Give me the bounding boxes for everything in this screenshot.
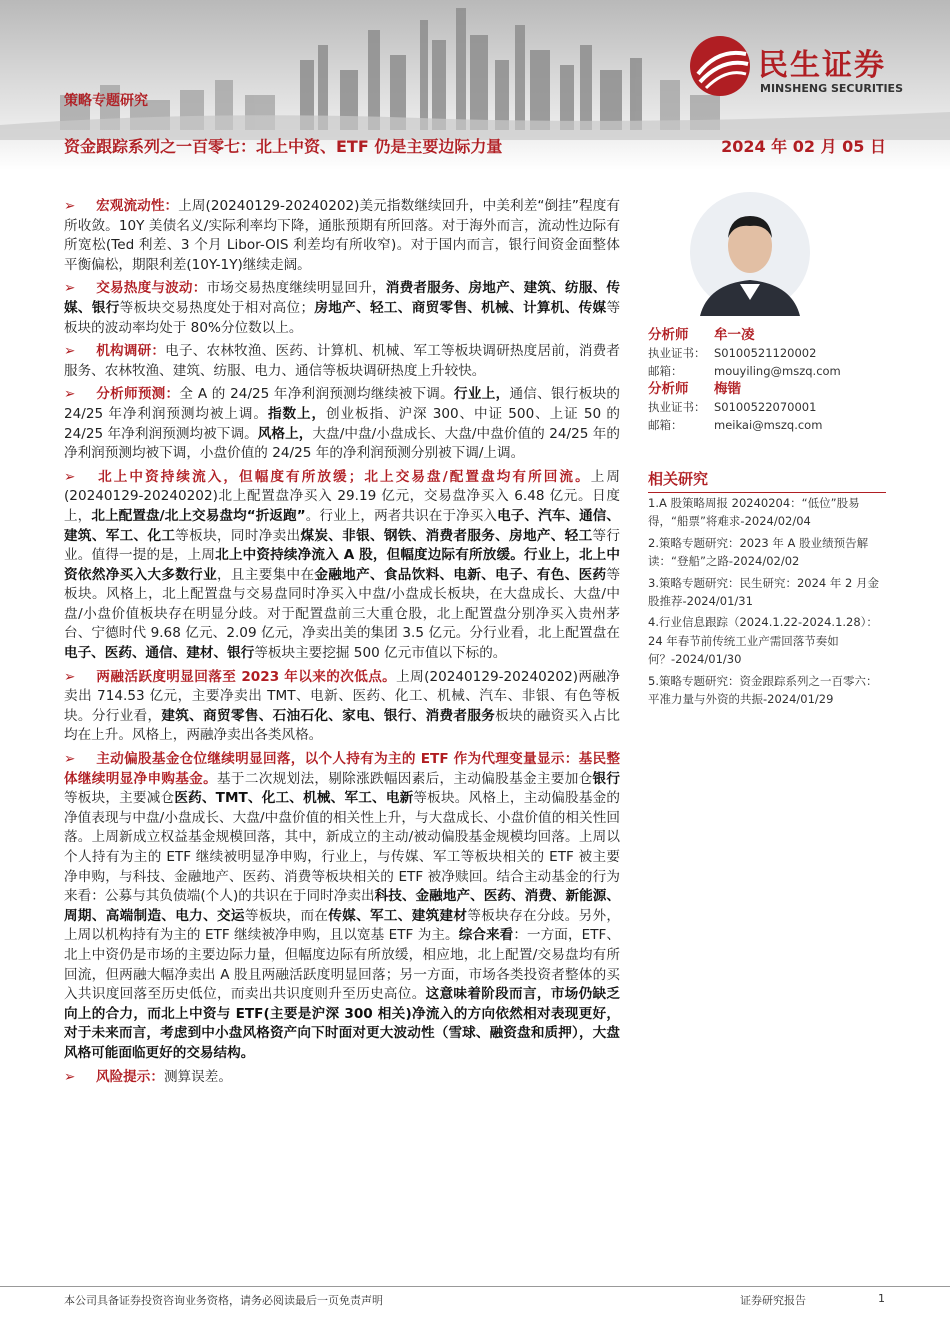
bullet-arrow-icon: ➢ [64,668,76,685]
footer-report-type: 证券研究报告 [740,1294,806,1307]
analyst-role: 分析师 [648,327,689,343]
analyst-cert: S0100522070001 [714,400,817,414]
bullet-arrow-icon: ➢ [64,751,76,768]
logo-text-cn: 民生证券 [758,48,886,83]
section-macro-liquidity: ➢ 宏观流动性：上周(20240129-20240202)美元指数继续回升，中美利差“倒挂”程度有所收敛。10Y 美债名义/实际利率均下降，通胀预期有所回落。对于海外而言，流动性边际有所宽松(Ted 利差、3 个月 Libor-OIS 利差均有所收窄)。对于国内而言，银行间资金面整体平衡偏松，期限利差(10Y-1Y)继续走阔。 [64,198,620,273]
section-northbound: ➢ 北上中资持续流入，但幅度有所放缓；北上交易盘/配置盘均有所回流。上周(20240129-20240202)北上配置盘净买入 29.19 亿元，交易盘净买入 6.48 亿元。日度上，北上配置盘/北上交易盘均“折返跑”。行业上，两者共识在于净买入电子、汽车、通信、建筑、军工、化工等板块，同时净卖出煤炭、非银、钢铁、消费者服务、房地产、轻工等行业。值得一提的是，上周北上中资持续净流入 A 股，但幅度边际有所放缓。行业上，北上中资依然净买入大多数行业，且主要集中在金融地产、食品饮料、电新、电子、有色、医药等板块。风格上，北上配置盘与交易盘同时净买入中盘/小盘成长板块，在大盘成长、大盘/中盘/小盘价值板块存在明显分歧。对于配置盘前三大重仓股，北上配置盘分别净买入贵州茅台、宁德时代 9.68 亿元、2.09 亿元，净卖出美的集团 3.5 亿元。分行业看，北上配置盘在电子、医药、通信、建材、银行等板块主要挖掘 500 亿元市值以下标的。 [64,468,621,662]
analyst-card: 分析师 梅锴 执业证书： S0100522070001 邮箱： meikai@mszq.com [648,381,823,432]
analyst-email[interactable]: meikai@mszq.com [714,418,823,432]
related-research-item[interactable]: 2.策略专题研究：2023 年 A 股业绩预告解读：“登船”之路-2024/02/02 [648,535,869,569]
related-research-item[interactable]: 4.行业信息跟踪（2024.1.22-2024.1.28）：24 年春节前传统工业产需回落节奏如何？-2024/01/30 [648,615,878,667]
footer-divider [0,1286,950,1287]
related-research-item[interactable]: 1.A 股策略周报 20240204：“低位”股易得，“船票”将难求-2024/02/04 [648,496,860,529]
company-logo [688,34,928,98]
section-institution-research: ➢ 机构调研：电子、农林牧渔、医药、计算机、机械、军工等板块调研热度居前，消费者服务、农林牧渔、建筑、纺服、电力、通信等板块调研热度上升较快。 [64,343,621,379]
bullet-arrow-icon: ➢ [64,468,76,485]
related-research-item[interactable]: 3.策略专题研究：民生研究：2024 年 2 月金股推荐-2024/01/31 [648,575,880,609]
analyst-card: 分析师 牟一凌 执业证书： S0100521120002 邮箱： mouyiling@mszq.com [648,327,841,378]
analyst-photo [648,188,886,316]
report-summary [64,197,620,1091]
report-header-banner [0,0,950,170]
analyst-email[interactable]: mouyiling@mszq.com [714,364,841,378]
analyst-name: 牟一凌 [714,327,755,343]
analyst-portrait-image [648,188,886,316]
bullet-arrow-icon: ➢ [64,386,76,403]
bullet-arrow-icon: ➢ [64,280,76,297]
section-risk-warning: ➢ 风险提示：测算误差。 [64,1068,620,1088]
analyst-role: 分析师 [648,381,689,397]
footer-disclaimer: 本公司具备证券投资咨询业务资格，请务必阅读最后一页免责声明 [64,1294,383,1307]
bullet-arrow-icon: ➢ [64,198,76,214]
related-research-list [648,494,886,711]
section-margin-trading: ➢ 两融活跃度明显回落至 2023 年以来的次低点。上周(20240129-20240202)两融净卖出 714.53 亿元，主要净卖出 TMT、电新、医药、化工、机械、汽车、非银、有色等板块。分行业看，建筑、商贸零售、石油石化、家电、银行、消费者服务板块的融资买入占比均在上升。风格上，两融净卖出各类风格。 [64,668,621,744]
analyst-info [648,326,886,434]
report-date: 2024 年 02 月 05 日 [721,137,886,156]
section-analyst-forecast: ➢ 分析师预测：全 A 的 24/25 年净利润预测均继续被下调。行业上，通信、银行板块的 24/25 年净利润预测均被上调。指数上，创业板指、沪深 300、中证 500、上证 50 的 24/25 年净利润预测均被下调。风格上，大盘/中盘/小盘成长、大盘/中盘价值的 24/25 年的净利润预测均被下调，小盘价值的 24/25 年的净利润预测分别被下调/上调。 [64,386,621,462]
related-research-item[interactable]: 5.策略专题研究：资金跟踪系列之一百零六：平准力量与外资的共振-2024/01/29 [648,673,878,707]
page-number: 1 [878,1292,885,1305]
section-trading-heat: ➢ 交易热度与波动：市场交易热度继续明显回升，消费者服务、房地产、建筑、纺服、传媒、银行等板块交易热度处于相对高位；房地产、轻工、商贸零售、机械、计算机、传媒等板块的波动率均处于 80%分位数以上。 [64,280,621,336]
report-title: 资金跟踪系列之一百零七：北上中资、ETF 仍是主要边际力量 [64,137,503,156]
section-active-funds: ➢ 主动偏股基金仓位继续明显回落，以个人持有为主的 ETF 作为代理变量显示：基民整体继续明显净申购基金。基于二次规划法，剔除涨跌幅因素后，主动偏股基金主要加仓银行等板块，主要减仓医药、TMT、化工、机械、军工、电新等板块。风格上，主动偏股基金的净值表现与中盘/小盘成长、大盘/中盘价值的相关性上升，与大盘成长、小盘价值的相关性回落。上周新成立权益基金规模回落，其中，新成立的主动/被动偏股基金规模均回落。上周以个人持有为主的 ETF 继续被明显净申购，行业上，与传媒、军工等板块相关的 ETF 被主要净申购，与科技、金融地产、医药、消费等板块相关的 ETF 被净赎回。结合主动基金的行为来看：公募与其负债端(个人)的共识在于同时净卖出科技、金融地产、医药、消费、新能源、周期、高端制造、电力、交运等板块，而在传媒、军工、建筑建材等板块存在分歧。另外，上周以机构持有为主的 ETF 继续被净申购，且以宽基 ETF 为主。综合来看：一方面，ETF、北上中资仍是市场的主要边际力量，但幅度边际有所放缓，相应地，北上配置/交易盘均有所回流，但两融大幅净卖出 A 股且两融活跃度明显回落；另一方面，市场各类投资者整体的买入共识度回落至历史低位，而卖出共识度则升至历史高位。这意味着阶段而言，市场仍缺乏向上的合力，而北上中资与 ETF(主要是沪深 300 相关)净流入的方向依然相对表现更好，对于未来而言，考虑到中小盘风格资产向下时面对更大波动性（雪球、融资盘和质押），大盘风格可能面临更好的交易结构。 [64,751,621,1061]
minsheng-logo-icon [688,34,754,98]
bullet-arrow-icon: ➢ [64,1068,76,1085]
bullet-arrow-icon: ➢ [64,343,76,360]
analyst-name: 梅锴 [714,381,741,397]
report-category: 策略专题研究 [64,93,148,109]
related-research-title: 相关研究 [648,468,886,493]
analyst-cert: S0100521120002 [714,346,817,360]
logo-text-en: MINSHENG SECURITIES [760,82,903,95]
